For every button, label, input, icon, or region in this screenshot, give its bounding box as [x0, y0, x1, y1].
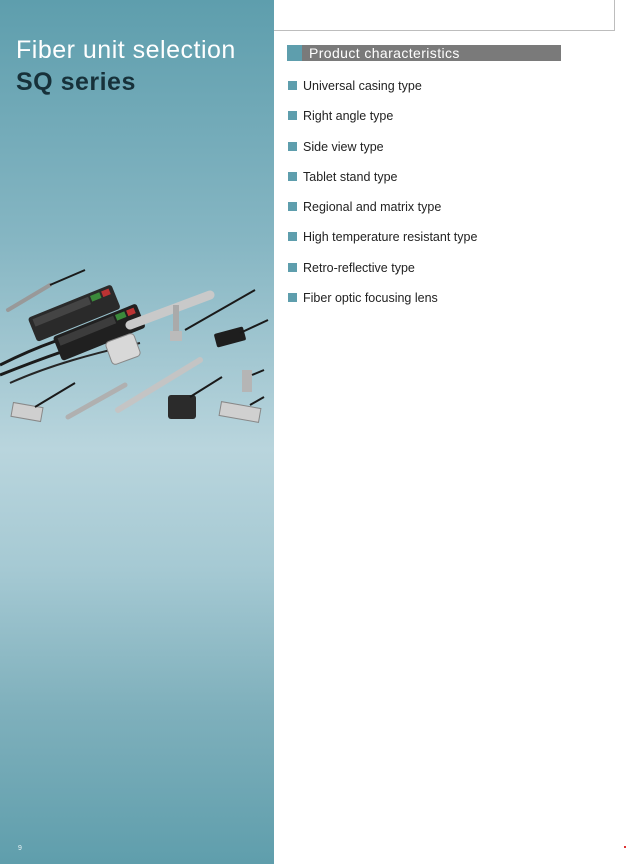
page-title: Fiber unit selection: [16, 36, 236, 64]
section-header: [287, 45, 561, 61]
right-divider: [614, 0, 615, 30]
page-number: 9: [18, 845, 22, 852]
square-bullet-icon: [288, 232, 297, 241]
left-panel: [0, 0, 274, 864]
section-heading: Product characteristics: [309, 45, 460, 61]
top-divider: [274, 30, 615, 31]
square-bullet-icon: [288, 202, 297, 211]
fiber-sensor-product-photo: [0, 265, 274, 445]
square-bullet-icon: [288, 263, 297, 272]
square-bullet-icon: [288, 111, 297, 120]
square-bullet-icon: [288, 142, 297, 151]
page-subtitle: SQ series: [16, 68, 136, 96]
square-bullet-icon: [288, 81, 297, 90]
corner-mark: [624, 846, 626, 848]
square-bullet-icon: [288, 172, 297, 181]
section-header-accent: [287, 45, 302, 61]
square-bullet-icon: [288, 293, 297, 302]
